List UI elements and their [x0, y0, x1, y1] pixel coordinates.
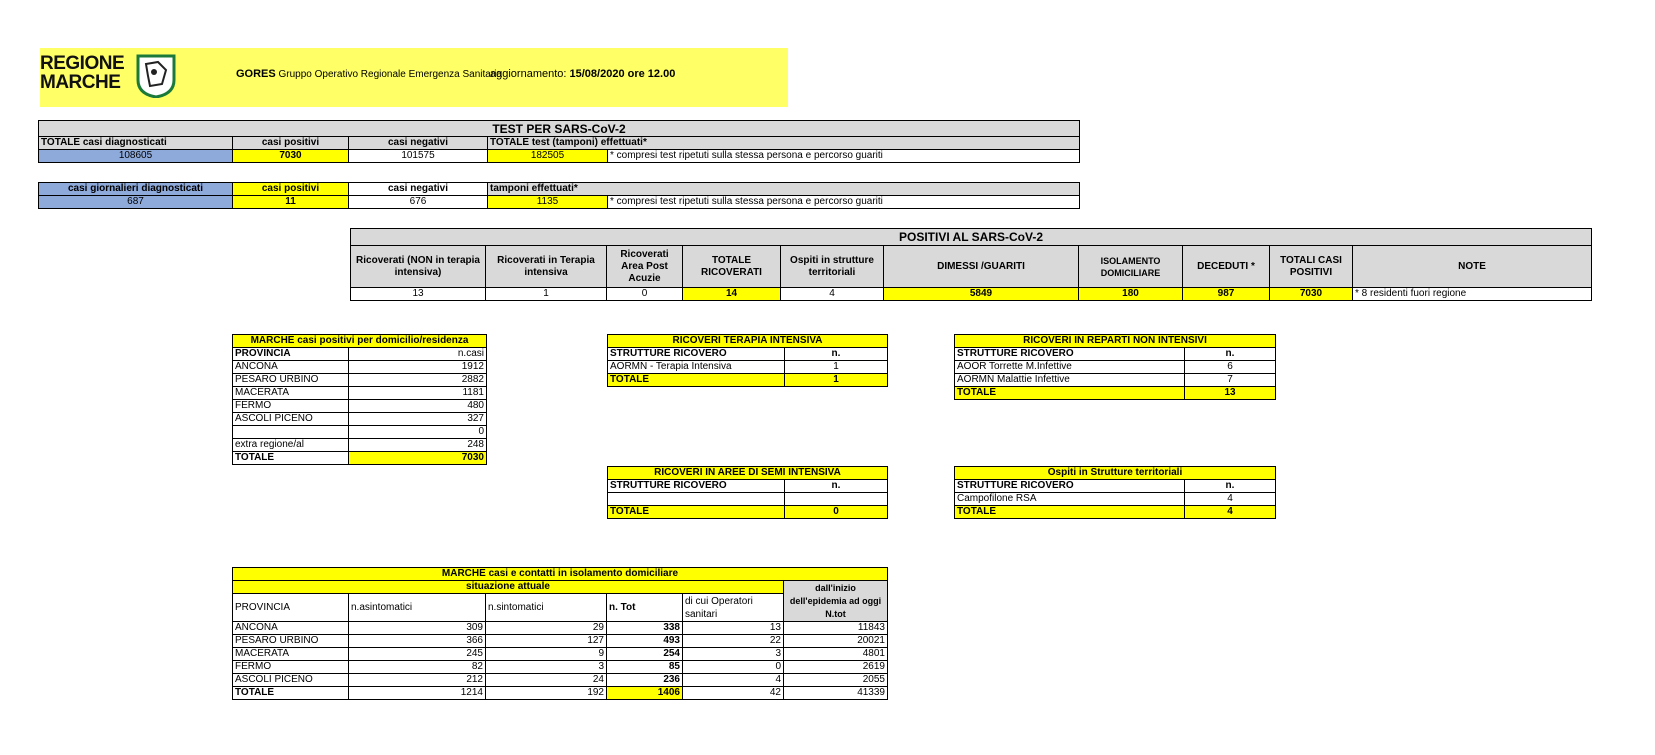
- positivi-header-totali: TOTALI CASI POSITIVI: [1270, 246, 1353, 288]
- semi-intensive-table-title: RICOVERI IN AREE DI SEMI INTENSIVA: [608, 467, 888, 480]
- positivi-value-note: * 8 residenti fuori regione: [1353, 288, 1592, 301]
- positivi-header-deceduti: DECEDUTI *: [1183, 246, 1270, 288]
- daily-value-positivi: 11: [233, 196, 349, 209]
- territorial-structure-value: 4: [1185, 493, 1276, 506]
- isolation-subtitle: situazione attuale: [233, 581, 784, 594]
- test-header-positivi: casi positivi: [233, 137, 349, 150]
- daily-value-diagnosticati: 687: [39, 196, 233, 209]
- non-intensive-header-strutture: STRUTTURE RICOVERO: [955, 348, 1185, 361]
- ti-table: [607, 334, 888, 387]
- non-intensive-table-title: RICOVERI IN REPARTI NON INTENSIVI: [955, 335, 1276, 348]
- isolation-header-operatori: di cui Operatori sanitari: [683, 594, 784, 622]
- positivi-value-totale-ricoverati: 14: [683, 288, 781, 301]
- isolation-table: [232, 567, 888, 700]
- territorial-header-n: n.: [1185, 480, 1276, 493]
- test-value-positivi: 7030: [233, 150, 349, 163]
- daily-value-negativi: 676: [349, 196, 488, 209]
- ti-header-n: n.: [785, 348, 888, 361]
- daily-note: * compresi test ripetuti sulla stessa persona e percorso guariti: [608, 196, 1080, 209]
- positivi-value-isolamento: 180: [1079, 288, 1183, 301]
- semi-intensive-structure-name: [608, 493, 785, 506]
- province-name: MACERATA: [233, 387, 349, 400]
- isolation-province: ANCONA: [233, 622, 349, 635]
- isolation-sintomatici: 3: [486, 661, 607, 674]
- positivi-header-ricoverati-non-ti: Ricoverati (NON in terapia intensiva): [351, 246, 486, 288]
- isolation-tot: 493: [607, 635, 683, 648]
- positivi-header-totale-ricoverati: TOTALE RICOVERATI: [683, 246, 781, 288]
- table-row: [233, 648, 888, 661]
- province-value: 1912: [349, 361, 487, 374]
- isolation-province: MACERATA: [233, 648, 349, 661]
- gores-description: Gruppo Operativo Regionale Emergenza Sanitaria: [278, 69, 502, 80]
- table-row: [233, 661, 888, 674]
- province-header-provincia: PROVINCIA: [233, 348, 349, 361]
- isolation-operatori: 0: [683, 661, 784, 674]
- province-value: 1181: [349, 387, 487, 400]
- province-value: 480: [349, 400, 487, 413]
- isolation-tot: 85: [607, 661, 683, 674]
- logo-line1: REGIONE: [40, 53, 125, 74]
- semi-intensive-header-strutture: STRUTTURE RICOVERO: [608, 480, 785, 493]
- table-row: [233, 439, 487, 452]
- test-header-tamponi: TOTALE test (tamponi) effettuati*: [488, 137, 1080, 150]
- province-name: FERMO: [233, 400, 349, 413]
- test-table: [38, 120, 1080, 163]
- isolation-total-since: 41339: [784, 687, 888, 700]
- daily-value-tamponi: 1135: [488, 196, 608, 209]
- isolation-asintomatici: 245: [349, 648, 486, 661]
- isolation-total-operatori: 42: [683, 687, 784, 700]
- ti-total-value: 1: [785, 374, 888, 387]
- isolation-operatori: 22: [683, 635, 784, 648]
- isolation-total-tot: 1406: [607, 687, 683, 700]
- isolation-since: 4801: [784, 648, 888, 661]
- semi-intensive-total-value: 0: [785, 506, 888, 519]
- table-row: [608, 361, 888, 374]
- isolation-header-sintomatici: n.sintomatici: [486, 594, 607, 622]
- table-row: [955, 361, 1276, 374]
- header-banner: [40, 48, 788, 107]
- isolation-sintomatici: 127: [486, 635, 607, 648]
- gores-label: [236, 68, 502, 80]
- isolation-asintomatici: 309: [349, 622, 486, 635]
- isolation-province: ASCOLI PICENO: [233, 674, 349, 687]
- isolation-since: 2055: [784, 674, 888, 687]
- province-value: 2882: [349, 374, 487, 387]
- province-total-value: 7030: [349, 452, 487, 465]
- province-value: 327: [349, 413, 487, 426]
- test-note: * compresi test ripetuti sulla stessa persona e percorso guariti: [608, 150, 1080, 163]
- province-name: extra regione/al: [233, 439, 349, 452]
- daily-header-positivi: casi positivi: [233, 183, 349, 196]
- table-row: [233, 426, 487, 439]
- test-table-title: TEST PER SARS-CoV-2: [39, 121, 1080, 137]
- isolation-province: PESARO URBINO: [233, 635, 349, 648]
- gores-acronym: GORES: [236, 68, 276, 80]
- isolation-total-asintomatici: 1214: [349, 687, 486, 700]
- isolation-operatori: 13: [683, 622, 784, 635]
- positivi-header-isolamento: ISOLAMENTO DOMICILIARE: [1079, 246, 1183, 288]
- territorial-table-title: Ospiti in Strutture territoriali: [955, 467, 1276, 480]
- regione-marche-logo: [40, 54, 124, 92]
- province-name: [233, 426, 349, 439]
- daily-header-tamponi: tamponi effettuati*: [488, 183, 1080, 196]
- territorial-header-strutture: STRUTTURE RICOVERO: [955, 480, 1185, 493]
- non-intensive-total-label: TOTALE: [955, 387, 1185, 400]
- semi-intensive-table: [607, 466, 888, 519]
- table-row: [233, 413, 487, 426]
- isolation-sintomatici: 29: [486, 622, 607, 635]
- province-value: 248: [349, 439, 487, 452]
- table-row: [955, 374, 1276, 387]
- table-row: [608, 493, 888, 506]
- positivi-value-ricoverati-ti: 1: [486, 288, 607, 301]
- isolation-sintomatici: 9: [486, 648, 607, 661]
- positivi-header-ricoverati-ti: Ricoverati in Terapia intensiva: [486, 246, 607, 288]
- ti-table-title: RICOVERI TERAPIA INTENSIVA: [608, 335, 888, 348]
- update-value: 15/08/2020 ore 12.00: [569, 68, 676, 80]
- isolation-header-asintomatici: n.asintomatici: [349, 594, 486, 622]
- ti-total-label: TOTALE: [608, 374, 785, 387]
- positivi-value-ospiti: 4: [781, 288, 884, 301]
- isolation-since: 11843: [784, 622, 888, 635]
- province-total-label: TOTALE: [233, 452, 349, 465]
- semi-intensive-structure-value: [785, 493, 888, 506]
- positivi-value-deceduti: 987: [1183, 288, 1270, 301]
- regione-shield-icon: [136, 54, 176, 98]
- ti-structure-value: 1: [785, 361, 888, 374]
- table-row: [955, 493, 1276, 506]
- province-table-title: MARCHE casi positivi per domicilio/residenza: [233, 335, 487, 348]
- province-name: PESARO URBINO: [233, 374, 349, 387]
- positivi-header-ospiti: Ospiti in strutture territoriali: [781, 246, 884, 288]
- isolation-tot: 338: [607, 622, 683, 635]
- positivi-header-post-acuzie: Ricoverati Area Post Acuzie: [607, 246, 683, 288]
- positivi-value-totali: 7030: [1270, 288, 1353, 301]
- test-value-negativi: 101575: [349, 150, 488, 163]
- test-value-totale: 108605: [39, 150, 233, 163]
- province-name: ASCOLI PICENO: [233, 413, 349, 426]
- test-header-totale: TOTALE casi diagnosticati: [39, 137, 233, 150]
- positivi-value-post-acuzie: 0: [607, 288, 683, 301]
- isolation-asintomatici: 82: [349, 661, 486, 674]
- isolation-since: 20021: [784, 635, 888, 648]
- isolation-header-tot: n. Tot: [607, 594, 683, 622]
- isolation-table-title: MARCHE casi e contatti in isolamento domiciliare: [233, 568, 888, 581]
- isolation-sintomatici: 24: [486, 674, 607, 687]
- ti-structure-name: AORMN - Terapia Intensiva: [608, 361, 785, 374]
- isolation-header-provincia: PROVINCIA: [233, 594, 349, 622]
- table-row: [233, 400, 487, 413]
- isolation-since: 2619: [784, 661, 888, 674]
- semi-intensive-total-label: TOTALE: [608, 506, 785, 519]
- daily-table: [38, 182, 1080, 209]
- non-intensive-header-n: n.: [1185, 348, 1276, 361]
- positivi-table: [350, 228, 1592, 301]
- territorial-total-value: 4: [1185, 506, 1276, 519]
- province-header-ncasi: n.casi: [349, 348, 487, 361]
- isolation-asintomatici: 212: [349, 674, 486, 687]
- isolation-operatori: 3: [683, 648, 784, 661]
- table-row: [233, 635, 888, 648]
- non-intensive-structure-value: 6: [1185, 361, 1276, 374]
- territorial-table: [954, 466, 1276, 519]
- positivi-table-title: POSITIVI AL SARS-CoV-2: [351, 229, 1592, 246]
- isolation-asintomatici: 366: [349, 635, 486, 648]
- update-label: aggiornamento:: [490, 68, 567, 80]
- positivi-header-note: NOTE: [1353, 246, 1592, 288]
- positivi-value-ricoverati-non-ti: 13: [351, 288, 486, 301]
- positivi-value-dimessi: 5849: [884, 288, 1079, 301]
- isolation-header-since: dall'inizio dell'epidemia ad oggi N.tot: [784, 581, 888, 622]
- table-row: [233, 622, 888, 635]
- isolation-province: FERMO: [233, 661, 349, 674]
- isolation-operatori: 4: [683, 674, 784, 687]
- non-intensive-structure-name: AOOR Torrette M.Infettive: [955, 361, 1185, 374]
- isolation-tot: 254: [607, 648, 683, 661]
- table-row: [233, 361, 487, 374]
- ti-header-strutture: STRUTTURE RICOVERO: [608, 348, 785, 361]
- non-intensive-table: [954, 334, 1276, 400]
- table-row: [233, 374, 487, 387]
- update-info: [490, 68, 675, 80]
- semi-intensive-header-n: n.: [785, 480, 888, 493]
- province-value: 0: [349, 426, 487, 439]
- table-row: [233, 387, 487, 400]
- province-table: [232, 334, 487, 465]
- province-name: ANCONA: [233, 361, 349, 374]
- table-row: [233, 674, 888, 687]
- non-intensive-structure-name: AORMN Malattie Infettive: [955, 374, 1185, 387]
- daily-header-negativi: casi negativi: [349, 183, 488, 196]
- territorial-structure-name: Campofilone RSA: [955, 493, 1185, 506]
- non-intensive-structure-value: 7: [1185, 374, 1276, 387]
- isolation-total-sintomatici: 192: [486, 687, 607, 700]
- positivi-header-dimessi: DIMESSI /GUARITI: [884, 246, 1079, 288]
- test-header-negativi: casi negativi: [349, 137, 488, 150]
- daily-header-diagnosticati: casi giornalieri diagnosticati: [39, 183, 233, 196]
- isolation-total-label: TOTALE: [233, 687, 349, 700]
- non-intensive-total-value: 13: [1185, 387, 1276, 400]
- logo-line2: MARCHE: [40, 72, 121, 93]
- territorial-total-label: TOTALE: [955, 506, 1185, 519]
- test-value-tamponi: 182505: [488, 150, 608, 163]
- isolation-tot: 236: [607, 674, 683, 687]
